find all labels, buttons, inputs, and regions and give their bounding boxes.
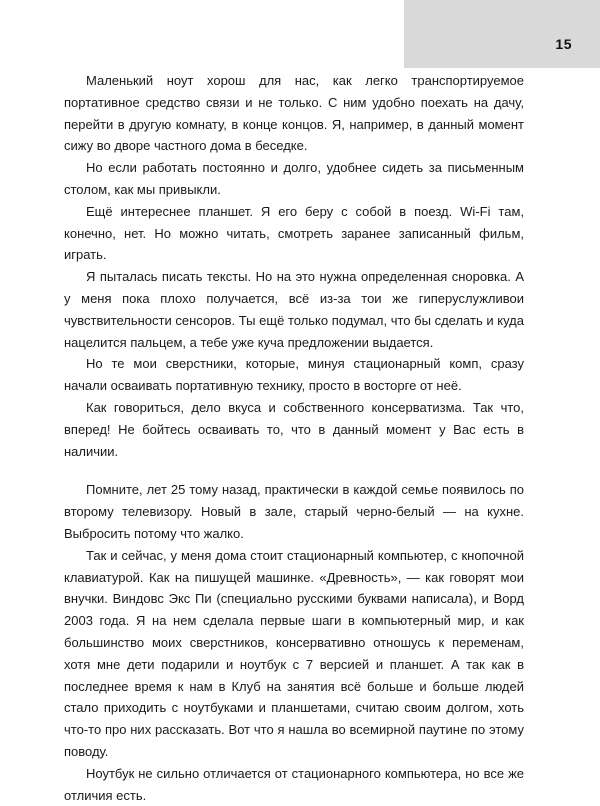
paragraph: Я пыталась писать тексты. Но на это нужна определенная сноровка. А у меня пока плохо получается, всё из-за тои же гиперуслужливои чувствительности сенсоров. Ты ещё только подумал, что бы сделать и куда нацелится пальцем, а тебе уже куча предложении выдается. (64, 269, 524, 350)
text-section (64, 479, 524, 806)
page-number-header (404, 0, 600, 68)
paragraph: Ещё интереснее планшет. Я его беру с собой в поезд. Wi-Fi там, конечно, нет. Но можно читать, смотреть заранее записанный фильм, играть. (64, 203, 524, 263)
paragraph: Как говориться, дело вкуса и собственного консерватизма. Так что, вперед! Не бойтесь осваивать то, что в данный момент у Вас есть в наличии. (64, 399, 524, 459)
text-section (64, 70, 524, 462)
page-number: 15 (555, 36, 572, 52)
body-text (64, 70, 524, 806)
paragraph: Так и сейчас, у меня дома стоит стационарный компьютер, с кнопочной клавиатурой. Как на пишущей машинке. «Древность», — как говорят мои внучки. Виндовс Экс Пи (специально русскими буквами написала), и Ворд 2003 года. Я на нем сделала первые шаги в компьютерный мир, и как большинство моих сверстников, консервативно отношусь к переменам, хотя мне дети подарили и ноутбук с 7 версией и планшет. А так как в последнее время к нам в Клуб на занятия всё больше и больше людей стало приходить с ноутбуками и планшетами, считаю своим долгом, хоть что-то про них рассказать. Вот что я нашла во всемирной паутине по этому поводу. (64, 547, 524, 759)
paragraph: Маленький ноут хорош для нас, как легко транспортируемое портативное средство связи и не только. С ним удобно поехать на дачу, перейти в другую комнату, в конце концов. Я, например, в данный момент сижу во дворе частного дома в беседке. (64, 73, 524, 154)
paragraph: Ноутбук не сильно отличается от стационарного компьютера, но все же отличия есть. (64, 765, 524, 803)
paragraph: Помните, лет 25 тому назад, практически в каждой семье появилось по второму телевизору. Новый в зале, старый черно-белый — на кухне. Выбросить потому что жалко. (64, 482, 524, 541)
paragraph: Но если работать постоянно и долго, удобнее сидеть за письменным столом, как мы привыкли. (64, 160, 524, 197)
paragraph: Но те мои сверстники, которые, минуя стационарный комп, сразу начали осваивать портативную технику, просто в восторге от неё. (64, 356, 524, 394)
